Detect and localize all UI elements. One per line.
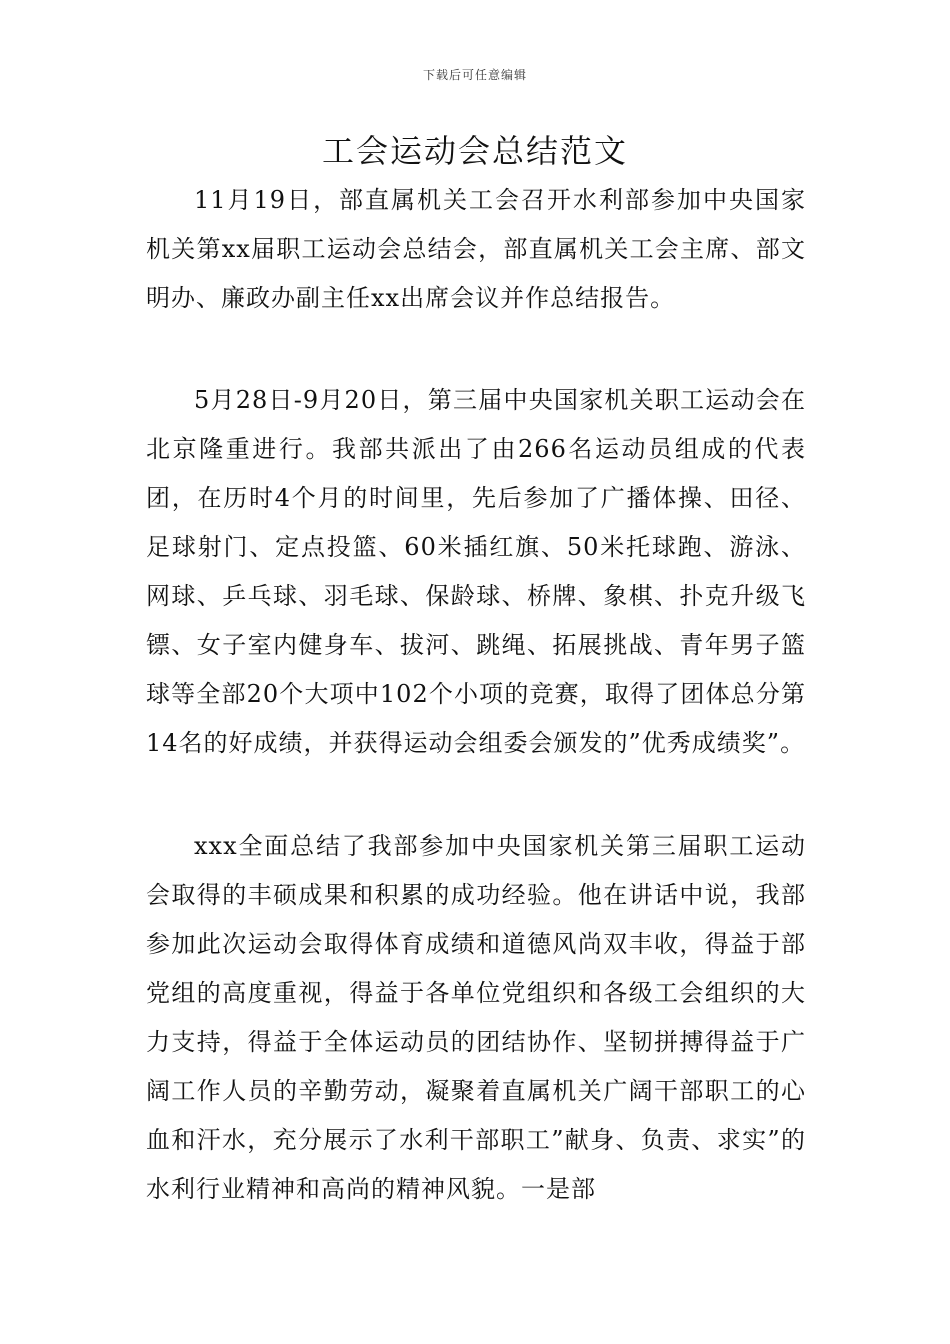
paragraph-text: 11月19日，部直属机关工会召开水利部参加中央国家机关第xx届职工运动会总结会，部直属机关工会主席、部文明办、廉政办副主任xx出席会议并作总结报告。 (146, 186, 806, 312)
paragraph-3 (146, 822, 806, 1214)
paragraph-1 (146, 176, 806, 323)
header-note: 下载后可任意编辑 (422, 68, 527, 82)
paragraph-text: xxx全面总结了我部参加中央国家机关第三届职工运动会取得的丰硕成果和积累的成功经验。他在讲话中说，我部参加此次运动会取得体育成绩和道德风尚双丰收，得益于部党组的高度重视，得益于各单位党组织和各级工会组织的大力支持，得益于全体运动员的团结协作、坚韧拼搏得益于广阔工作人员的辛勤劳动，凝聚着直属机关广阔干部职工的心血和汗水，充分展示了水利干部职工”献身、负责、求实”的水利行业精神和高尚的精神风貌。一是部 (146, 832, 806, 1203)
paragraph-text: 5月28日-9月20日，第三届中央国家机关职工运动会在北京隆重进行。我部共派出了由266名运动员组成的代表团，在历时4个月的时间里，先后参加了广播体操、田径、足球射门、定点投篮、60米插红旗、50米托球跑、游泳、网球、乒乓球、羽毛球、保龄球、桥牌、象棋、扑克升级飞镖、女子室内健身车、拔河、跳绳、拓展挑战、青年男子篮球等全部20个大项中102个小项的竞赛，取得了团体总分第14名的好成绩，并获得运动会组委会颁发的”优秀成绩奖”。 (146, 386, 806, 757)
document-title: 工会运动会总结范文 (321, 132, 628, 170)
paragraph-2 (146, 376, 806, 768)
